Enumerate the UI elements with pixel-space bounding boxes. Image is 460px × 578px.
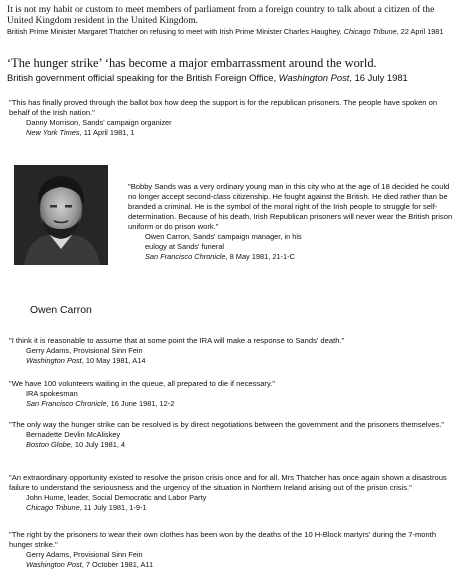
- quote-block: [9, 336, 455, 366]
- quote-date: , 16 June 1981, 12-2: [106, 399, 175, 408]
- quote-citation: [9, 128, 455, 138]
- quote-speaker: John Hume, leader, Social Democratic and Labor Party: [26, 493, 207, 502]
- photo-caption: Owen Carron: [30, 305, 92, 316]
- quote-publication: San Francisco Chronicle: [26, 399, 107, 408]
- quote-citation: [9, 503, 455, 513]
- quote-publication: Washington Post: [26, 356, 82, 365]
- quote-citation: [9, 356, 455, 366]
- quote-publication: New York Times: [26, 128, 80, 137]
- quote-block: [9, 379, 455, 409]
- quote-block: [9, 530, 455, 570]
- intro-quote-text: It is not my habit or custom to meet members of parliament from a foreign country to talk about a citizen of the United Kingdom resident in the United Kingdom.: [7, 4, 435, 26]
- quote-citation: [9, 440, 455, 450]
- quote-speaker: IRA spokesman: [26, 389, 78, 398]
- headline-quote-source: [7, 72, 457, 83]
- quote-speaker: Owen Carron, Sands' campaign manager, in his eulogy at Sands' funeral: [145, 232, 302, 251]
- quote-date: , 8 May 1981, 21-1-C: [225, 252, 295, 261]
- quote-date: , 7 October 1981, A11: [81, 560, 154, 569]
- quote-text: "This has finally proved through the ballot box how deep the support is for the republican prisoners. The people have spoken on behalf of the Irish nation.": [9, 98, 438, 117]
- quote-date: , 11 July 1981, 1-9-1: [79, 503, 147, 512]
- quote-publication: San Francisco Chronicle: [145, 252, 226, 261]
- quote-text: "Bobby Sands was a very ordinary young man in this city who at the age of 18 decided he could no longer accept second-class citizenship. He fought against the British. He died rather than be branded a criminal. He is the symbol of the moral right of the Irish people to struggle for self-determination. Because of his death, Irish Republican prisoners will never wear the British prison uniform or do prison work.": [128, 182, 453, 231]
- quote-block: [9, 420, 455, 450]
- quote-citation: [128, 252, 454, 262]
- quote-speaker: Bernadette Devlin McAliskey: [26, 430, 121, 439]
- quote-text: "An extraordinary opportunity existed to resolve the prison crisis once and for all. Mrs Thatcher has once again shown a disastrous failure to understand the seriousness and the urgency of the situation in Northern Ireland arising out of the prison crisis.": [9, 473, 447, 492]
- quote-publication: Washington Post: [26, 560, 82, 569]
- intro-quote-publication: Chicago Tribune: [343, 27, 397, 36]
- intro-quote-date: , 22 April 1981: [396, 27, 444, 36]
- quote-publication: Boston Globe: [26, 440, 71, 449]
- quote-speaker: Gerry Adams, Provisional Sinn Fein: [26, 346, 143, 355]
- quote-speaker: Danny Morrison, Sands' campaign organizer: [26, 118, 172, 127]
- headline-quote-source-text: British government official speaking for the British Foreign Office,: [7, 72, 277, 83]
- quote-text: "The only way the hunger strike can be resolved is by direct negotiations between the government and the prisoners themselves.": [9, 420, 445, 429]
- quote-citation: [9, 560, 455, 570]
- quote-block: [9, 473, 455, 513]
- quote-citation: [9, 399, 455, 409]
- quote-block: [128, 182, 454, 262]
- owen-carron-photo: [14, 165, 108, 265]
- headline-quote-text: ‘The hunger strike’ ‘has become a major embarrassment around the world.: [7, 56, 377, 70]
- headline-quote-publication: Washington Post: [278, 72, 350, 83]
- quote-text: "The right by the prisoners to wear their own clothes has been won by the deaths of the 10 H-Block martyrs' during the 7-month hunger strike.": [9, 530, 437, 549]
- quote-text: "I think it is reasonable to assume that at some point the IRA will make a response to Sands' death.": [9, 336, 345, 345]
- portrait-photo-icon: [14, 165, 108, 265]
- intro-quote-source: [7, 27, 455, 37]
- intro-quote-source-text: British Prime Minister Margaret Thatcher on refusing to meet with Irish Prime Minister Charles Haughey.: [7, 27, 342, 36]
- quote-date: , 10 May 1981, A14: [81, 356, 146, 365]
- quote-date: , 11 April 1981, 1: [79, 128, 135, 137]
- quote-date: , 10 July 1981, 4: [70, 440, 126, 449]
- quote-text: "We have 100 volunteers waiting in the queue, all prepared to die if necessary.": [9, 379, 275, 388]
- quote-publication: Chicago Tribune: [26, 503, 80, 512]
- quote-speaker: Gerry Adams, Provisional Sinn Fein: [26, 550, 143, 559]
- quote-block: [9, 98, 455, 138]
- headline-quote-date: , 16 July 1981: [349, 72, 408, 83]
